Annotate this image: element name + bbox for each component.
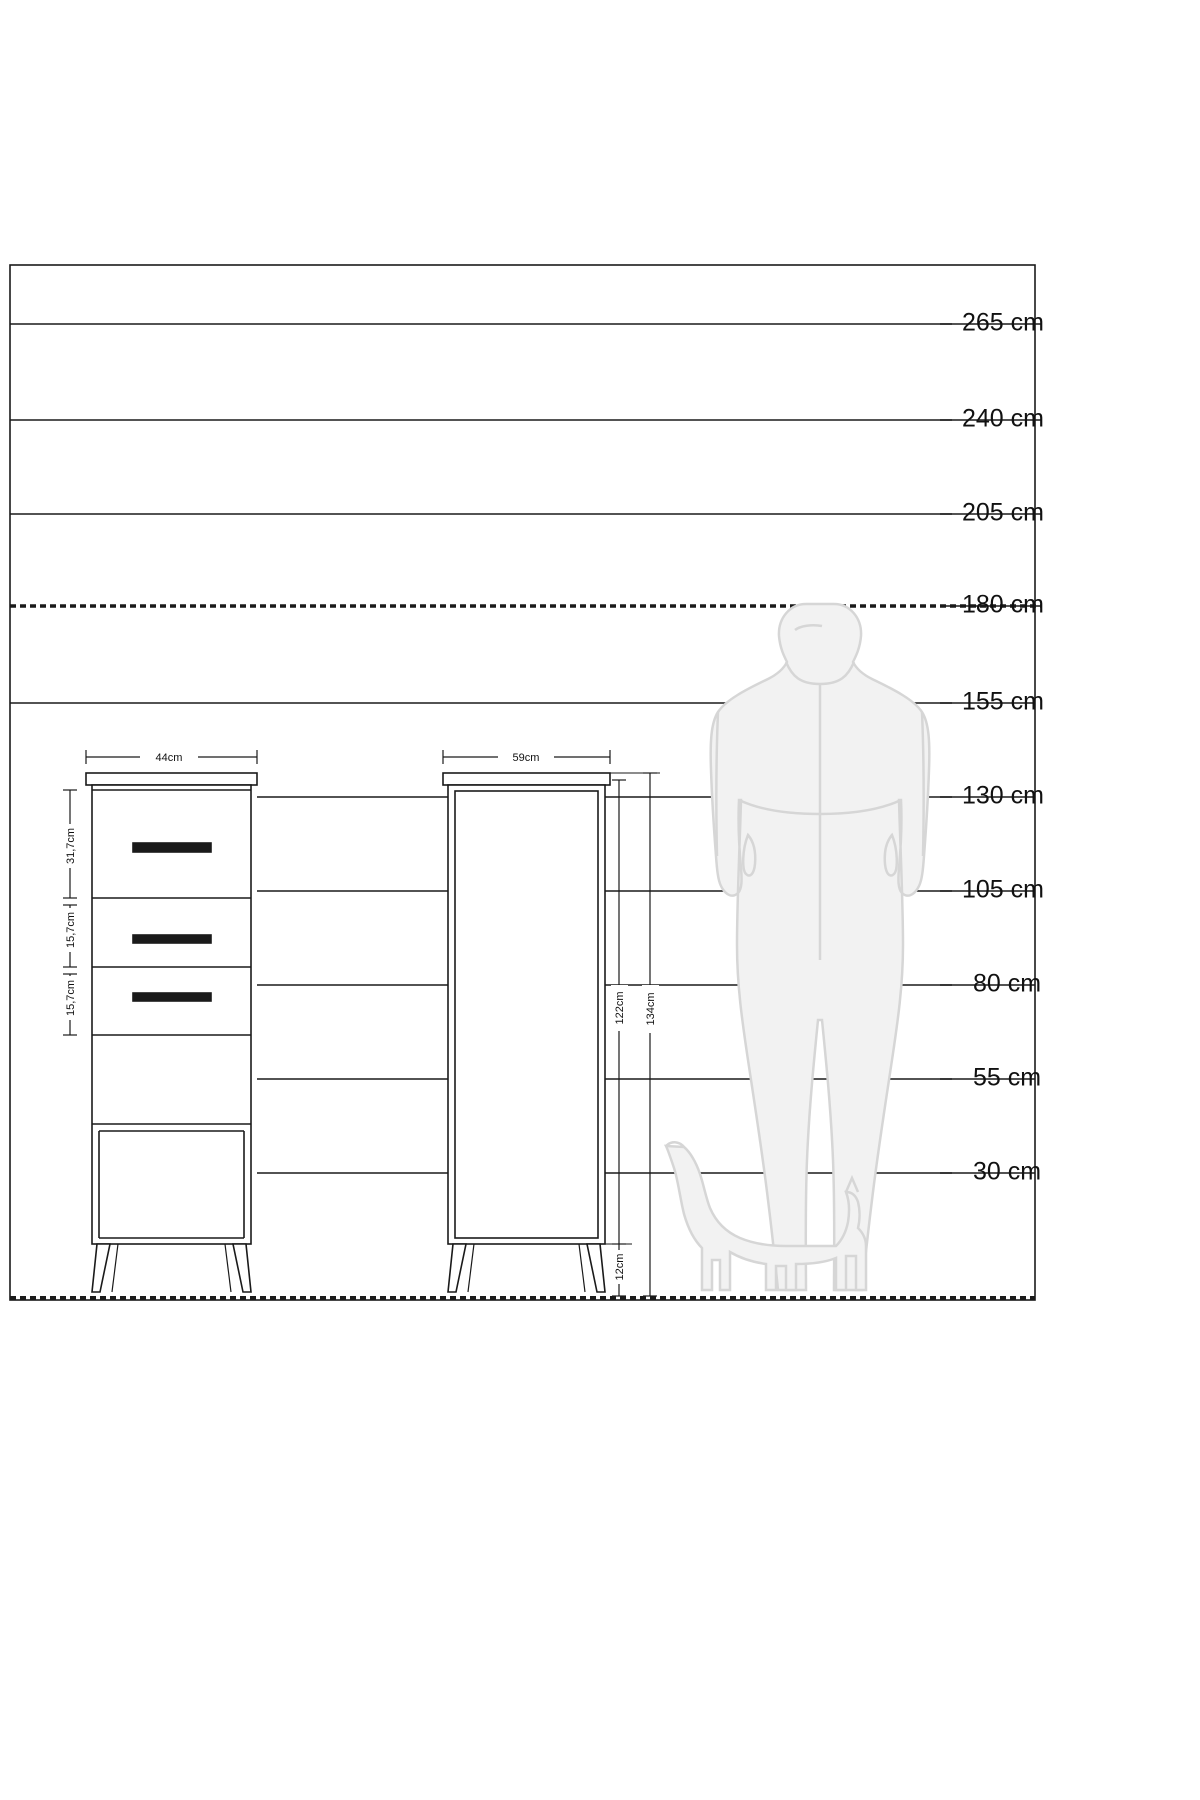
scale-label-130: 130 cm <box>962 781 1044 810</box>
label-drawer-mid-height: 15,7cm <box>64 911 77 949</box>
scale-label-265: 265 cm <box>962 308 1044 337</box>
label-drawer-top-height: 31,7cm <box>64 827 77 865</box>
label-cabinet-small-width: 44cm <box>155 751 183 764</box>
scale-label-80: 80 cm <box>973 969 1042 998</box>
scale-label-240: 240 cm <box>962 404 1044 433</box>
cabinet-large <box>443 773 610 1292</box>
label-total-height: 134cm <box>644 992 657 1026</box>
label-drawer-low-height: 15,7cm <box>64 979 77 1017</box>
cabinet-small <box>86 773 257 1292</box>
scale-label-155: 155 cm <box>962 687 1044 716</box>
scale-label-105: 105 cm <box>962 875 1044 904</box>
scale-label-180: 180 cm <box>962 590 1044 619</box>
label-leg-height: 12cm <box>613 1253 626 1281</box>
label-cabinet-large-width: 59cm <box>512 751 540 764</box>
label-body-height: 122cm <box>613 991 626 1025</box>
scale-label-55: 55 cm <box>973 1063 1042 1092</box>
scale-label-30: 30 cm <box>973 1157 1042 1186</box>
scale-label-205: 205 cm <box>962 498 1044 527</box>
